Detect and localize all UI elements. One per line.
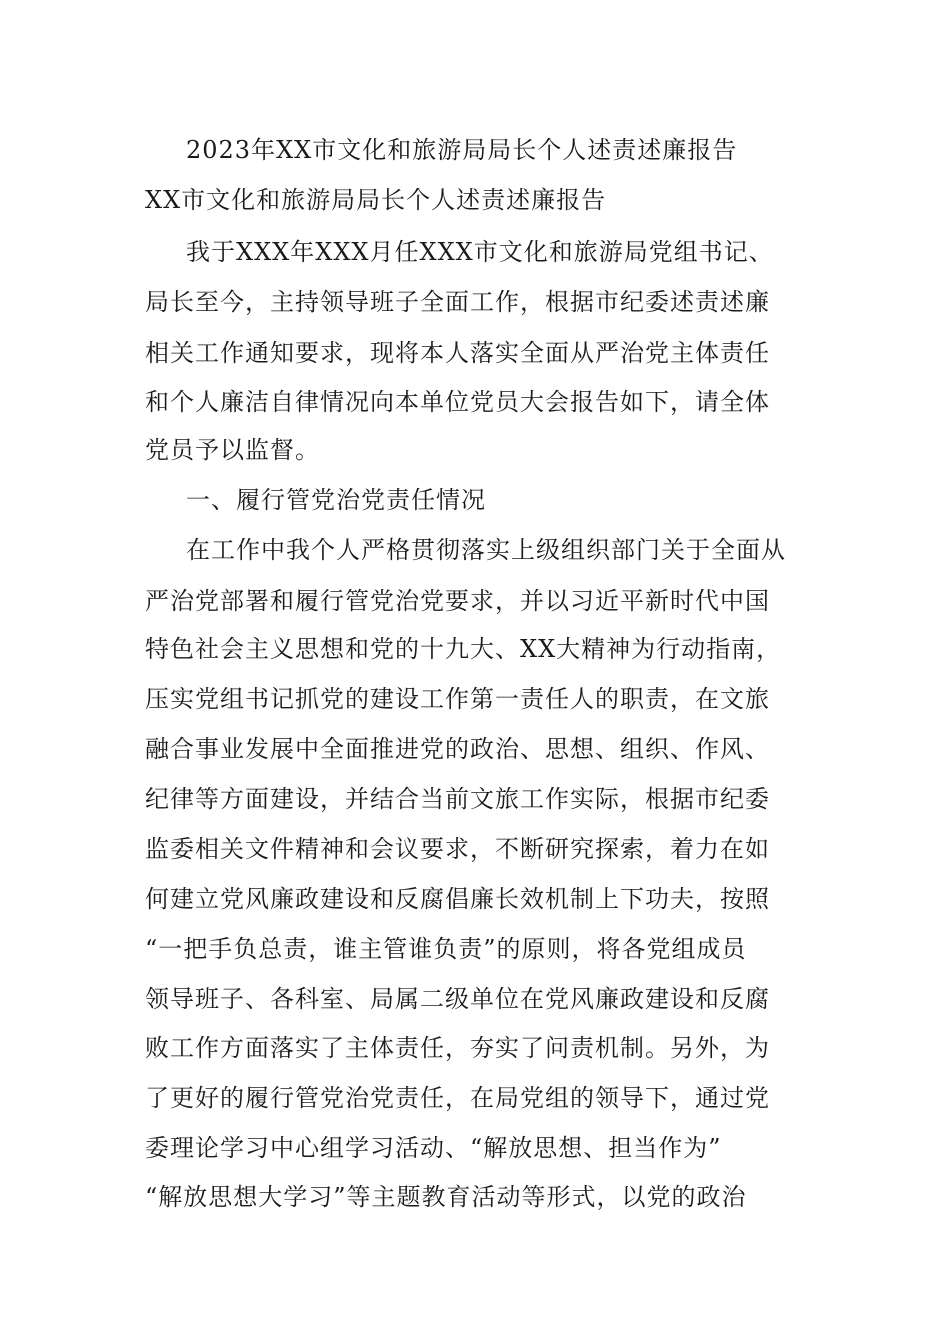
paragraph-line: 在工作中我个人严格贯彻落实上级组织部门关于全面从 bbox=[186, 536, 786, 564]
paragraph-line: 融合事业发展中全面推进党的政治、思想、组织、作风、 bbox=[145, 735, 770, 763]
paragraph-line: 败工作方面落实了主体责任，夯实了问责机制。另外，为 bbox=[145, 1034, 770, 1062]
paragraph-line: 和个人廉洁自律情况向本单位党员大会报告如下，请全体 bbox=[145, 388, 770, 416]
paragraph-line: “一把手负总责，谁主管谁负责”的原则，将各党组成员 bbox=[145, 935, 747, 963]
paragraph-line: 特色社会主义思想和党的十九大、XX大精神为行动指南， bbox=[145, 635, 782, 663]
document-title: 2023年XX市文化和旅游局局长个人述责述廉报告 bbox=[186, 136, 738, 164]
paragraph-line: 压实党组书记抓党的建设工作第一责任人的职责，在文旅 bbox=[145, 685, 770, 713]
paragraph-line: 党员予以监督。 bbox=[145, 436, 320, 464]
paragraph-line: 我于XXX年XXX月任XXX市文化和旅游局党组书记、 bbox=[186, 238, 774, 266]
paragraph-line: 局长至今，主持领导班子全面工作，根据市纪委述责述廉 bbox=[145, 288, 770, 316]
paragraph-line: 委理论学习中心组学习活动、“解放思想、担当作为” bbox=[145, 1134, 722, 1162]
paragraph-line: 相关工作通知要求，现将本人落实全面从严治党主体责任 bbox=[145, 339, 770, 367]
paragraph-line: 了更好的履行管党治党责任，在局党组的领导下，通过党 bbox=[145, 1084, 770, 1112]
paragraph-line: 纪律等方面建设，并结合当前文旅工作实际，根据市纪委 bbox=[145, 785, 770, 813]
paragraph-line: “解放思想大学习”等主题教育活动等形式，以党的政治 bbox=[145, 1183, 747, 1211]
paragraph-line: 何建立党风廉政建设和反腐倡廉长效机制上下功夫，按照 bbox=[145, 885, 770, 913]
paragraph-line: 监委相关文件精神和会议要求，不断研究探索，着力在如 bbox=[145, 835, 770, 863]
paragraph-line: 领导班子、各科室、局属二级单位在党风廉政建设和反腐 bbox=[145, 985, 770, 1013]
section-heading: 一、履行管党治党责任情况 bbox=[186, 486, 486, 514]
document-subtitle: XX市文化和旅游局局长个人述责述廉报告 bbox=[145, 186, 607, 214]
paragraph-line: 严治党部署和履行管党治党要求，并以习近平新时代中国 bbox=[145, 587, 770, 615]
